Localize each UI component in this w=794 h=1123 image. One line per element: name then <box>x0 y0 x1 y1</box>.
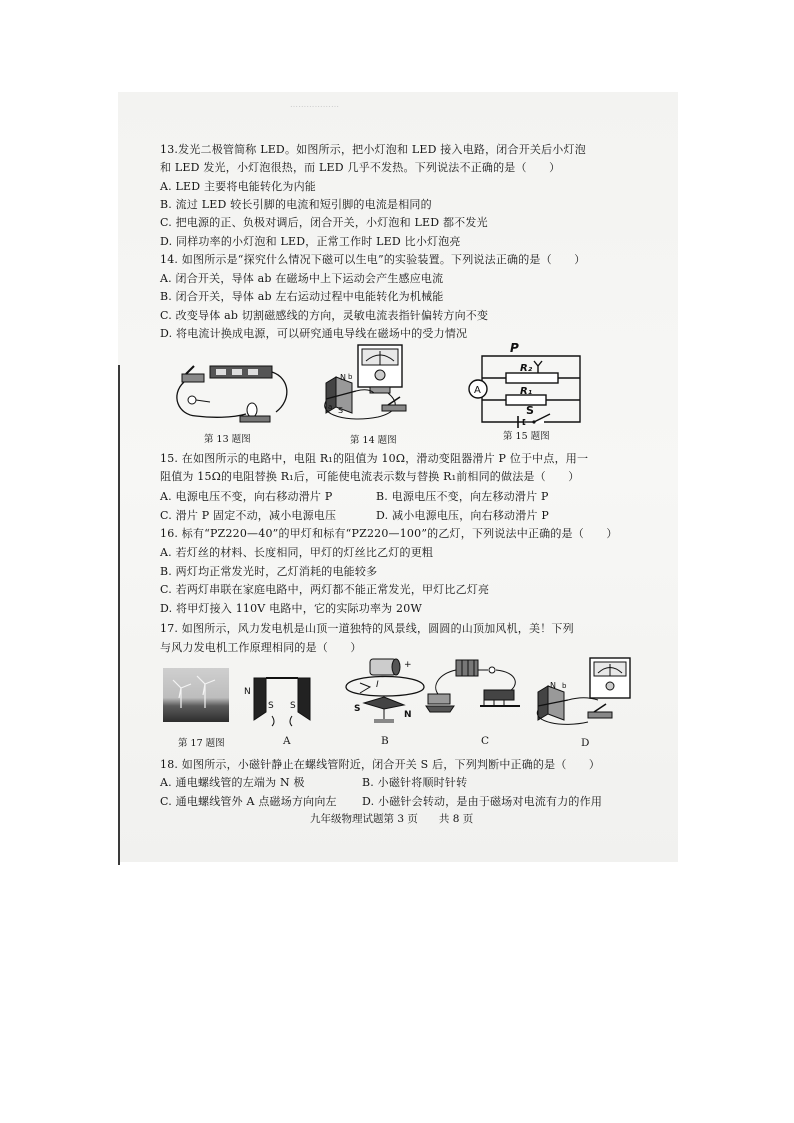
q14-option-a: A. 闭合开关，导体 ab 在磁场中上下运动会产生感应电流 <box>160 272 444 285</box>
option-b-figure <box>340 655 430 725</box>
figure-13-circuit <box>172 360 302 428</box>
q13-stem-2: 和 LED 发光，小灯泡很热，而 LED 几乎不发热。下列说法不正确的是（ ） <box>160 161 561 174</box>
q17-stem-2: 与风力发电机工作原理相同的是（ ） <box>160 641 362 654</box>
q13-option-a: A. LED 主要将电能转化为内能 <box>160 180 316 193</box>
q16-option-b: B. 两灯均正常发光时，乙灯消耗的电能较多 <box>160 565 378 578</box>
q16-option-a: A. 若灯丝的材料、长度相同，甲灯的灯丝比乙灯的更粗 <box>160 546 434 559</box>
q14-stem: 14. 如图所示是“探究什么情况下磁可以生电”的实验装置。下列说法正确的是（ ） <box>160 253 586 266</box>
option-c-figure <box>424 656 534 722</box>
q18-option-d: D. 小磁针会转动，是由于磁场对电流有力的作用 <box>362 795 603 808</box>
figure-15-caption: 第 15 题图 <box>503 431 550 442</box>
figure-15-circuit <box>458 338 588 428</box>
figB-plus-label: + <box>404 660 412 670</box>
fig15-r1-label: R₁ <box>520 386 533 397</box>
fig14-s-label: S <box>338 406 344 415</box>
q18-stem: 18. 如图所示，小磁针静止在螺线管附近，闭合开关 S 后，下列判断中正确的是（ ） <box>160 758 601 771</box>
figA-s-label-1: S <box>268 701 274 711</box>
header-faint-text: ……………… <box>290 100 340 109</box>
q16-option-c: C. 若两灯串联在家庭电路中，两灯都不能正常发光，甲灯比乙灯亮 <box>160 583 490 596</box>
q14-option-c: C. 改变导体 ab 切割磁感线的方向，灵敏电流表指针偏转方向不变 <box>160 309 489 322</box>
q15-option-b: B. 电源电压不变，向左移动滑片 P <box>376 490 549 503</box>
figB-i-label: I <box>376 680 379 690</box>
figB-s-label: S <box>354 704 361 714</box>
fig14-n-label: N <box>340 373 346 382</box>
option-b-label: B <box>381 735 389 747</box>
figure-17-caption: 第 17 题图 <box>178 738 225 749</box>
q15-stem-2: 阻值为 15Ω的电阻替换 R₁后，可能使电流表示数与替换 R₁前相同的做法是（ ） <box>160 470 580 483</box>
fig15-ammeter-label: A <box>474 385 481 396</box>
option-d-figure <box>532 656 632 728</box>
scan-edge <box>118 365 120 865</box>
figA-s-label-2: S <box>290 701 296 711</box>
q16-stem: 16. 标有“PZ220—40”的甲灯和标有“PZ220—100”的乙灯，下列说法中正确的是（ ） <box>160 527 618 540</box>
q13-option-b: B. 流过 LED 较长引脚的电流和短引脚的电流是相同的 <box>160 198 432 211</box>
option-a-figure <box>236 672 328 726</box>
q18-option-c: C. 通电螺线管外 A 点磁场方向向左 <box>160 795 337 808</box>
q18-option-b: B. 小磁针将顺时针转 <box>362 776 468 789</box>
figD-n-label: N <box>550 681 556 690</box>
fig15-switch-label: S <box>526 404 534 417</box>
figB-n-label: N <box>404 710 412 720</box>
figure-14-apparatus <box>318 343 423 425</box>
option-d-label: D <box>581 737 590 749</box>
figA-n-label: N <box>244 687 251 697</box>
q15-option-d: D. 减小电源电压，向右移动滑片 P <box>376 509 549 522</box>
q14-option-b: B. 闭合开关，导体 ab 左右运动过程中电能转化为机械能 <box>160 290 444 303</box>
q17-stem-1: 17. 如图所示，风力发电机是山顶一道独特的风景线，圆圆的山顶加风机，美！下列 <box>160 622 574 635</box>
q13-option-c: C. 把电源的正、负极对调后，闭合开关，小灯泡和 LED 都不发光 <box>160 216 488 229</box>
figure-13-caption: 第 13 题图 <box>204 434 251 445</box>
figure-14-caption: 第 14 题图 <box>350 435 397 446</box>
q18-option-a: A. 通电螺线管的左端为 N 极 <box>160 776 305 789</box>
q13-option-d: D. 同样功率的小灯泡和 LED，正常工作时 LED 比小灯泡亮 <box>160 235 461 248</box>
fig14-a-label: a <box>328 403 333 411</box>
fig14-b-label: b <box>348 373 353 381</box>
q16-option-d: D. 将甲灯接入 110V 电路中，它的实际功率为 20W <box>160 602 422 615</box>
q15-option-a: A. 电源电压不变，向右移动滑片 P <box>160 490 333 503</box>
q14-option-d: D. 将电流计换成电源，可以研究通电导线在磁场中的受力情况 <box>160 327 468 340</box>
page-footer: 九年级物理试题第 3 页 共 8 页 <box>310 813 474 825</box>
figD-b-label: b <box>562 682 567 690</box>
wind-turbine-photo <box>163 668 229 722</box>
q13-stem-1: 13.发光二极管简称 LED。如图所示，把小灯泡和 LED 接入电路，闭合开关后小灯泡 <box>160 143 586 156</box>
q15-option-c: C. 滑片 P 固定不动，减小电源电压 <box>160 509 337 522</box>
fig15-p-label: P <box>510 341 519 355</box>
option-a-label: A <box>283 735 291 747</box>
q15-stem-1: 15. 在如图所示的电路中，电阻 R₁的阻值为 10Ω，滑动变阻器滑片 P 位于中点，用一 <box>160 452 589 465</box>
fig15-r2-label: R₂ <box>520 363 533 374</box>
option-c-label: C <box>481 735 490 747</box>
